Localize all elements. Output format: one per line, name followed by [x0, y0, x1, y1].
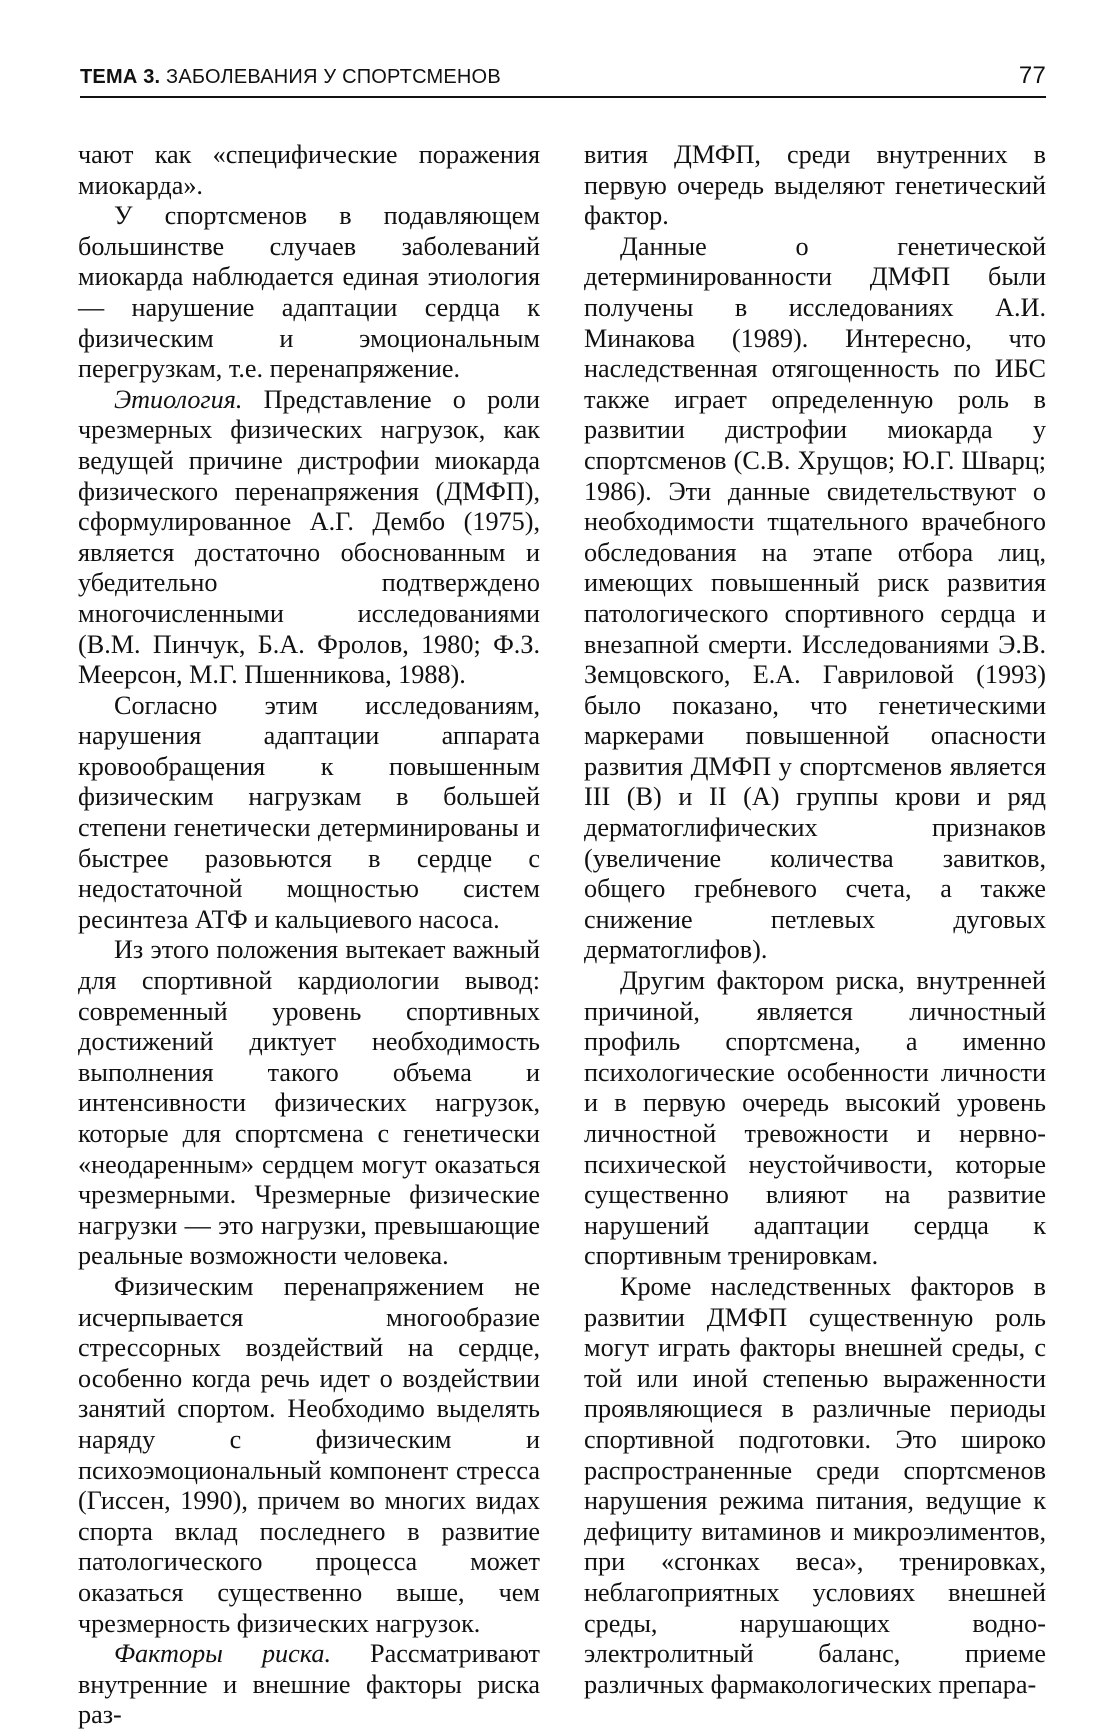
header-topic-number: ТЕМА 3. — [80, 66, 161, 88]
paragraph: Из этого положения вытекает важный для спортивной кардиологии вывод: современный уровень спортивных достижений диктует необходимость выполнения такого объема и интенсивности физических нагрузок, которые для спортсмена с генетически «неодаренным» сердцем могут оказаться чрезмерными. Чрезмерные физические нагрузки — это нагрузки, превышающие реальные возможности человека. — [78, 935, 540, 1271]
paragraph: Физическим перенапряжением не исчерпывается многообразие стрессорных воздействий на сердце, особенно когда речь идет о воздействии занятий спортом. Необходимо выделять наряду с физическим и психоэмоциональный компонент стресса (Гиссен, 1990), причем во многих видах спорта вклад последнего в развитие патологического процесса может оказаться существенно выше, чем чрезмерность физических нагрузок. — [78, 1271, 540, 1638]
paragraph: чают как «специфические поражения миокарда». — [78, 140, 540, 200]
header-rule — [80, 96, 1046, 98]
paragraph: Кроме наследственных факторов в развитии ДМФП существенную роль могут играть факторы внешней среды, с той или иной степенью выраженности проявляющиеся в различные периоды спортивной подготовки. Это широко распространенные среди спортсменов нарушения режима питания, ведущие к дефициту витаминов и микроэлиментов, при «сгонках веса», тренировках, неблагоприятных условиях внешней среды, нарушающих водно-электролитный баланс, приеме различных фармакологических препара- — [584, 1271, 1046, 1699]
right-column — [584, 140, 1046, 1700]
paragraph: Данные о генетической детерминированности ДМФП были получены в исследованиях А.И. Минакова (1989). Интересно, что наследственная отягощенность по ИБС также играет определенную роль в развитии дистрофии миокарда у спортсменов (С.В. Хрущов; Ю.Г. Шварц; 1986). Эти данные свидетельствуют о необходимости тщательного врачебного обследования на этапе отбора лиц, имеющих повышенный риск развития патологического спортивного сердца и внезапной смерти. Исследованиями Э.В. Земцовского, Е.А. Гавриловой (1993) было показано, что генетическими маркерами повышенной опасности развития ДМФП у спортсменов является III (B) и II (A) группы крови и ряд дерматоглифических признаков (увеличение количества завитков, общего гребневого счета, а также снижение петлевых дуговых дерматоглифов). — [584, 231, 1046, 965]
section-lead-etiology: Этиология. — [114, 384, 243, 414]
running-header — [80, 62, 1046, 89]
paragraph-etiology — [78, 385, 540, 691]
paragraph-risk-factors — [78, 1639, 540, 1731]
paragraph-text: Представление о роли чрезмерных физических нагрузок, как ведущей причине дистрофии миокарда физического перенапряжения (ДМФП), сформулированное А.Г. Дембо (1975), является достаточно обоснованным и убедительно подтверждено многочисленными исследованиями (В.М. Пинчук, Б.А. Фролов, 1980; Ф.З. Меерсон, М.Г. Пшенникова, 1988). — [78, 384, 540, 690]
paragraph: вития ДМФП, среди внутренних в первую очередь выделяют генетический фактор. — [584, 140, 1046, 231]
paragraph: Согласно этим исследованиям, нарушения адаптации аппарата кровообращения к повышенным физическим нагрузкам в большей степени генетически детерминированы и быстрее разовьются в сердце с недостаточной мощностью систем ресинтеза АТФ и кальциевого насоса. — [78, 690, 540, 934]
paragraph-text: Рассматривают внутренние и внешние факторы риска раз- — [78, 1639, 540, 1730]
left-column — [78, 140, 540, 1731]
header-topic-title: ЗАБОЛЕВАНИЯ У СПОРТСМЕНОВ — [160, 66, 501, 88]
paragraph: Другим фактором риска, внутренней причиной, является личностный профиль спортсмена, а именно психологические особенности личности и в первую очередь высокий уровень личностной тревожности и нервно-психической неустойчивости, которые существенно влияют на развитие нарушений адаптации сердца к спортивным тренировкам. — [584, 966, 1046, 1271]
page-number: 77 — [1018, 62, 1046, 89]
section-lead-risk-factors: Факторы риска. — [114, 1639, 331, 1669]
paragraph: У спортсменов в подавляющем большинстве случаев заболеваний миокарда наблюдается единая этиология — нарушение адаптации сердца к физическим и эмоциональным перегрузкам, т.е. перенапряжение. — [78, 201, 540, 384]
